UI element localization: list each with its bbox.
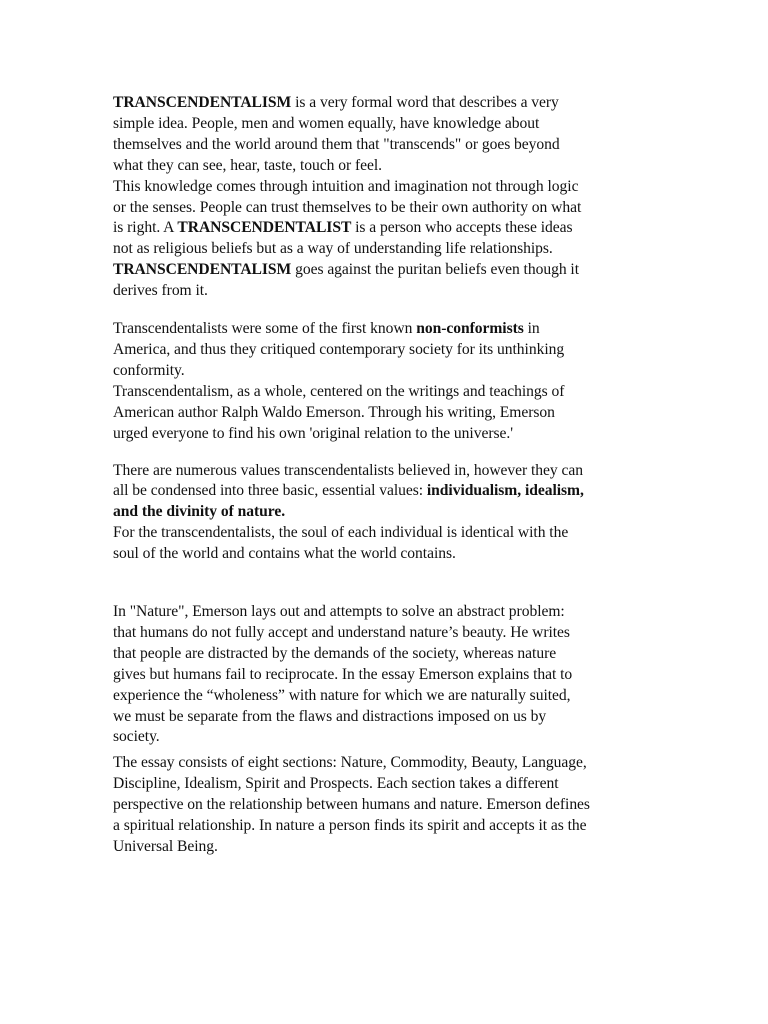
text-line [113, 502, 658, 523]
text-line: Discipline, Idealism, Spirit and Prospects. Each section takes a different [113, 775, 559, 793]
text-line: is right. A TRANSCENDENTALIST is a person who accepts these ideas [113, 219, 573, 237]
text-line: all be condensed into three basic, essential values: individualism, idealism, [113, 482, 584, 500]
text-line: In "Nature", Emerson lays out and attempts to solve an abstract problem: [113, 603, 565, 621]
text-line: For the transcendentalists, the soul of each individual is identical with the [113, 524, 569, 542]
text-line: The essay consists of eight sections: Nature, Commodity, Beauty, Language, [113, 754, 587, 772]
text-line: not as religious beliefs but as a way of understanding life relationships. [113, 240, 553, 258]
text-line: There are numerous values transcendentalists believed in, however they can [113, 461, 583, 479]
text-line: Universal Being. [113, 838, 218, 855]
text-line: TRANSCENDENTALISM is a very formal word that describes a very [113, 94, 559, 111]
text-line: society. [113, 728, 160, 746]
bold-term: TRANSCENDENTALISM [113, 94, 292, 111]
text-line: experience the “wholeness” with nature for which we are naturally suited, [113, 686, 571, 704]
text-line: TRANSCENDENTALISM goes against the puritan beliefs even though it [113, 261, 579, 279]
text-line: perspective on the relationship between humans and nature. Emerson defines [113, 796, 590, 814]
paragraph-3 [113, 461, 658, 566]
text-line: we must be separate from the flaws and distractions imposed on us by [113, 707, 547, 725]
text-line: a spiritual relationship. In nature a person finds its spirit and accepts it as the [113, 817, 587, 835]
bold-term: TRANSCENDENTALISM [113, 261, 292, 279]
paragraph-2 [113, 319, 658, 444]
text-line: or the senses. People can trust themselves to be their own authority on what [113, 198, 582, 216]
text-line: themselves and the world around them that "transcends" or goes beyond [113, 135, 560, 153]
text-line: soul of the world and contains what the world contains. [113, 545, 456, 563]
paragraph-4 [113, 602, 658, 748]
text-line: urged everyone to find his own 'original relation to the universe.' [113, 424, 513, 442]
text-line: This knowledge comes through intuition and imagination not through logic [113, 177, 579, 195]
paragraph-5 [113, 753, 658, 858]
text-line: that people are distracted by the demands of the society, whereas nature [113, 644, 557, 662]
text-line: Transcendentalism, as a whole, centered on the writings and teachings of [113, 382, 565, 400]
bold-term: non-conformists [416, 320, 524, 338]
text-line: American author Ralph Waldo Emerson. Through his writing, Emerson [113, 403, 555, 421]
text-line: what they can see, hear, taste, touch or feel. [113, 156, 382, 174]
bold-term: and the divinity of nature. [113, 503, 286, 521]
text-line: conformity. [113, 361, 185, 379]
text-line: America, and thus they critiqued contemporary society for its unthinking [113, 340, 565, 358]
text-line: simple idea. People, men and women equally, have knowledge about [113, 114, 540, 132]
text-line: Transcendentalists were some of the first known non-conformists in [113, 320, 540, 338]
bold-term: individualism, idealism, [426, 482, 584, 500]
text-line: that humans do not fully accept and understand nature’s beauty. He writes [113, 623, 570, 641]
bold-term: TRANSCENDENTALIST [177, 219, 352, 237]
document-page [113, 93, 658, 858]
text-line: gives but humans fail to reciprocate. In the essay Emerson explains that to [113, 665, 573, 683]
text-line: derives from it. [113, 282, 208, 300]
paragraph-1 [113, 93, 658, 302]
